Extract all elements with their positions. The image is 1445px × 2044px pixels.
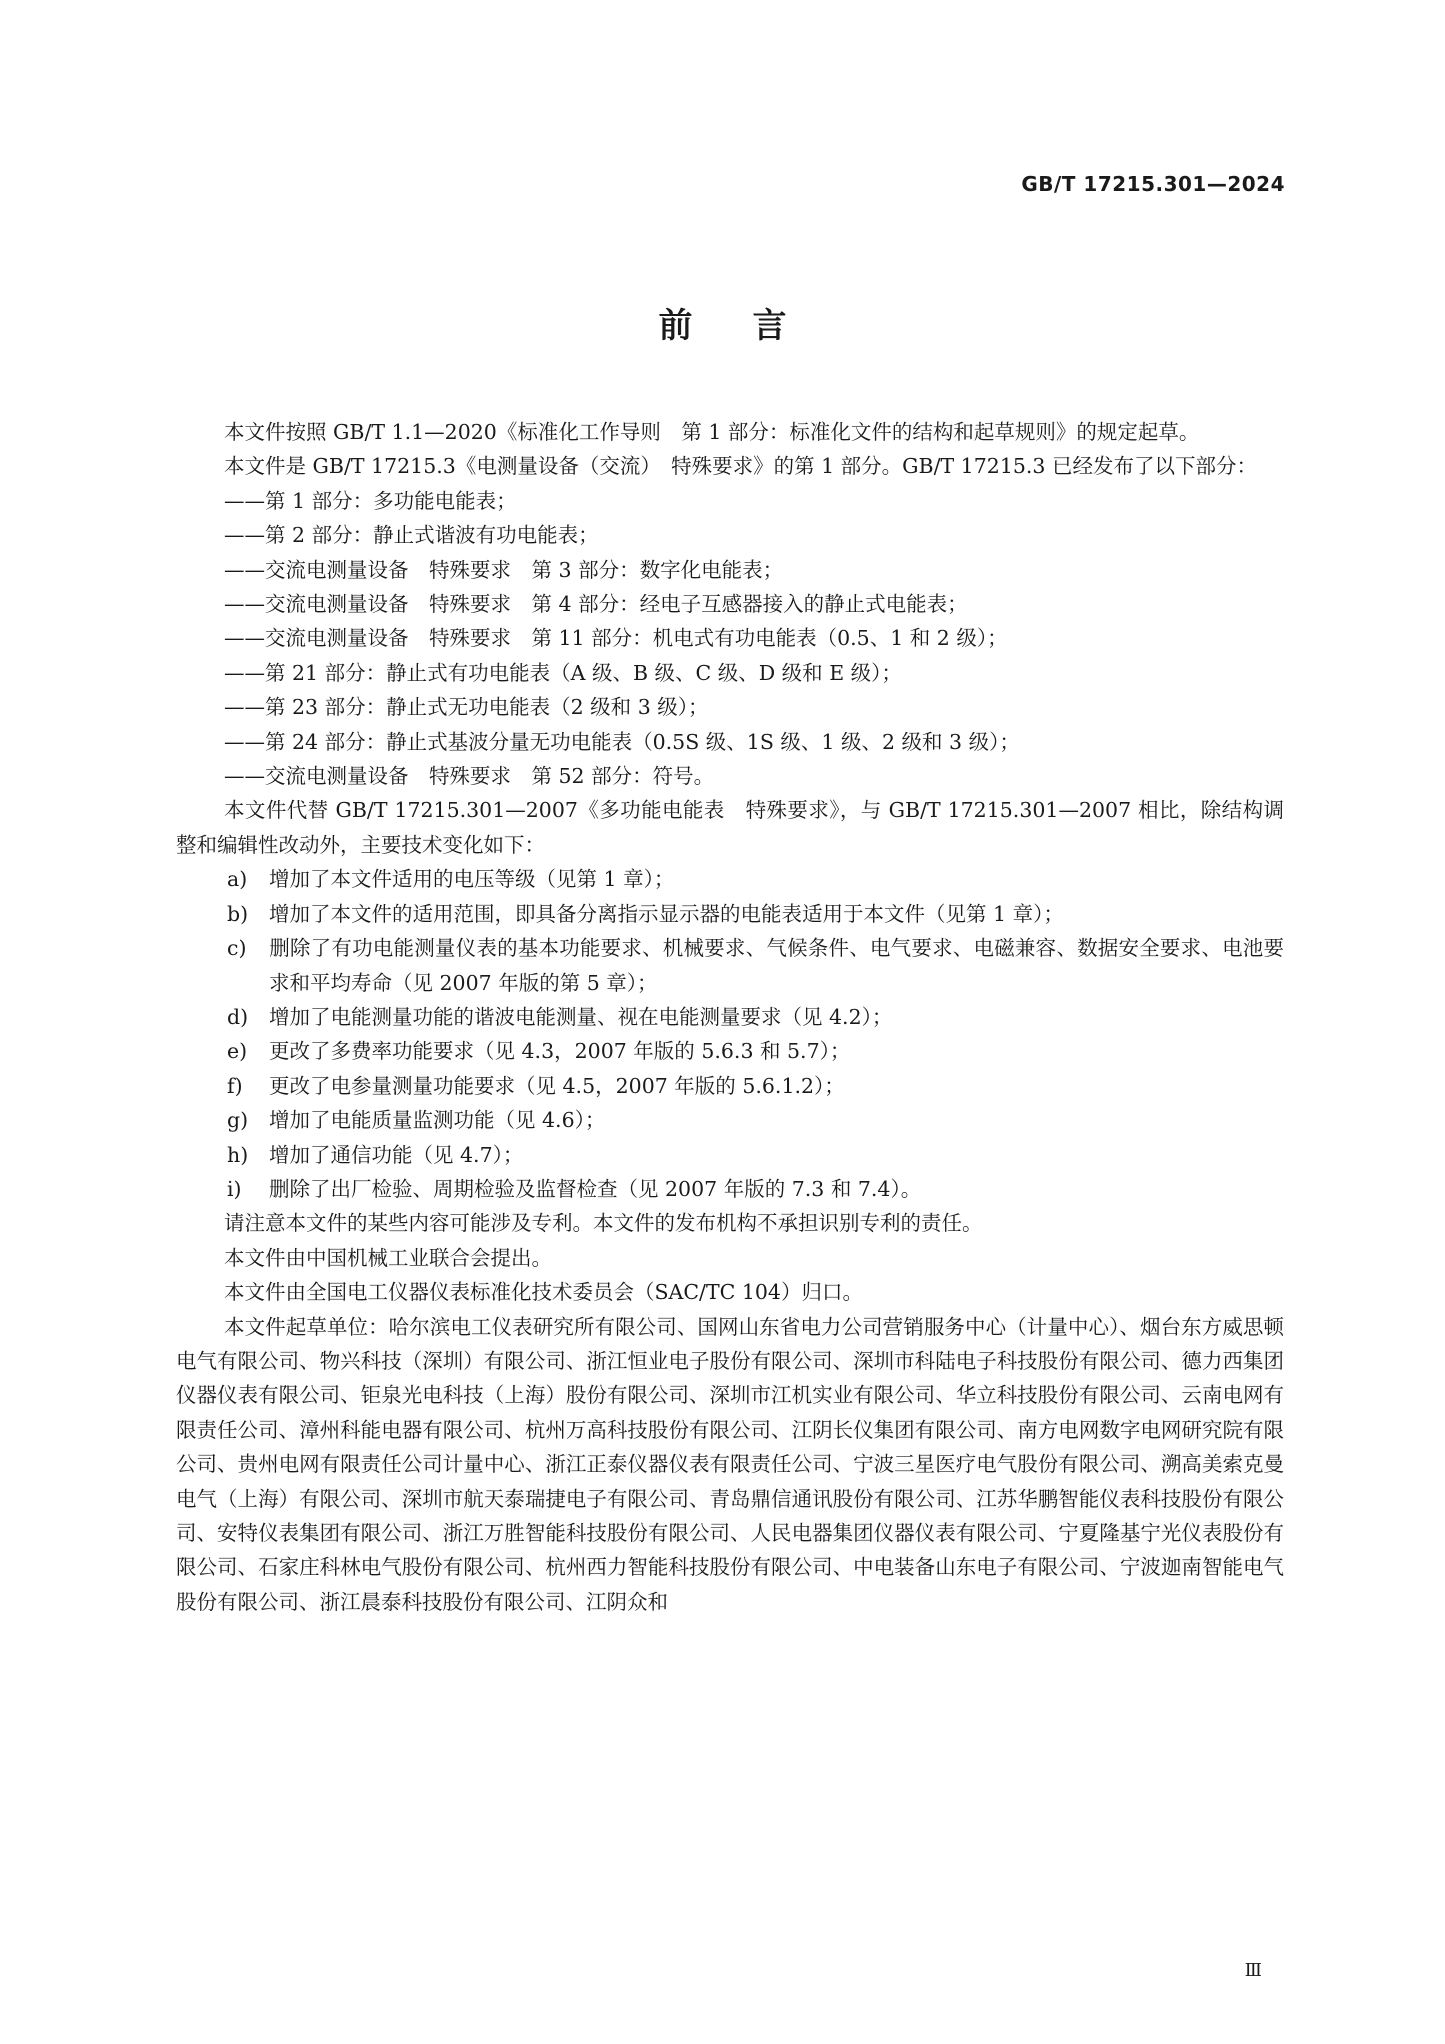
change-letter: d) [227, 1004, 249, 1029]
change-letter: i) [227, 1176, 242, 1201]
change-text: 更改了多费率功能要求（见 4.3，2007 年版的 5.6.3 和 5.7）； [269, 1039, 851, 1064]
paragraph-series-parts: 本文件是 GB/T 17215.3《电测量设备（交流） 特殊要求》的第 1 部分。GB/T 17215.3 已经发布了以下部分： [224, 454, 1257, 479]
change-letter: b) [227, 901, 249, 926]
page-number: Ⅲ [1244, 1960, 1262, 1981]
change-item [176, 1069, 1284, 1103]
part-list-item: ——第 23 部分：静止式无功电能表（2 级和 3 级）； [224, 695, 709, 720]
change-text: 增加了本文件适用的电压等级（见第 1 章）； [269, 867, 675, 892]
paragraph-replacement: 本文件代替 GB/T 17215.301—2007《多功能电能表 特殊要求》，与 GB/T 17215.301—2007 相比，除结构调整和编辑性改动外，主要技术变化如下： [176, 798, 1284, 857]
part-list-item: ——第 21 部分：静止式有功电能表（A 级、B 级、C 级、D 级和 E 级）； [224, 660, 902, 685]
part-list-item: ——第 24 部分：静止式基波分量无功电能表（0.5S 级、1S 级、1 级、2 级和 3 级）； [224, 729, 1020, 754]
change-letter: f) [227, 1073, 243, 1098]
change-item [176, 862, 1284, 896]
change-text: 增加了本文件的适用范围，即具备分离指示显示器的电能表适用于本文件（见第 1 章）； [269, 901, 1064, 926]
change-letter: c) [227, 936, 247, 961]
paragraph-technical-committee: 本文件由全国电工仪器仪表标准化技术委员会（SAC/TC 104）归口。 [224, 1280, 863, 1305]
document-body [176, 415, 1284, 1619]
change-text: 增加了通信功能（见 4.7）； [269, 1142, 524, 1167]
standard-code: GB/T 17215.301—2024 [1021, 172, 1285, 196]
part-list-item: ——交流电测量设备 特殊要求 第 52 部分：符号。 [224, 764, 715, 789]
change-item [176, 1172, 1284, 1206]
paragraph-proposer: 本文件由中国机械工业联合会提出。 [224, 1245, 552, 1270]
paragraph-drafting-rules: 本文件按照 GB/T 1.1—2020《标准化工作导则 第 1 部分：标准化文件的结构和起草规则》的规定起草。 [224, 420, 1200, 444]
part-list-item: ——第 2 部分：静止式谐波有功电能表； [224, 523, 599, 548]
change-text: 删除了出厂检验、周期检验及监督检查（见 2007 年版的 7.3 和 7.4）。 [269, 1176, 922, 1201]
change-letter: g) [227, 1108, 249, 1133]
change-letter: e) [227, 1039, 248, 1064]
paragraph-drafting-units: 本文件起草单位：哈尔滨电工仪表研究所有限公司、国网山东省电力公司营销服务中心（计量中心）、烟台东方威思顿电气有限公司、物兴科技（深圳）有限公司、浙江恒业电子股份有限公司、深圳市科陆电子科技股份有限公司、德力西集团仪器仪表有限公司、钜泉光电科技（上海）股份有限公司、深圳市江机实业有限公司、华立科技股份有限公司、云南电网有限责任公司、漳州科能电器有限公司、杭州万高科技股份有限公司、江阴长仪集团有限公司、南方电网数字电网研究院有限公司、贵州电网有限责任公司计量中心、浙江正泰仪器仪表有限责任公司、宁波三星医疗电气股份有限公司、溯高美索克曼电气（上海）有限公司、深圳市航天泰瑞捷电子有限公司、青岛鼎信通讯股份有限公司、江苏华鹏智能仪表科技股份有限公司、安特仪表集团有限公司、浙江万胜智能科技股份有限公司、人民电器集团仪器仪表有限公司、宁夏隆基宁光仪表股份有限公司、石家庄科林电气股份有限公司、杭州西力智能科技股份有限公司、中电装备山东电子有限公司、宁波迦南智能电气股份有限公司、浙江晨泰科技股份有限公司、江阴众和 [176, 1314, 1284, 1614]
change-letter: a) [227, 867, 248, 892]
page-title: 前言 [658, 306, 847, 346]
change-letter: h) [227, 1142, 249, 1167]
change-text: 增加了电能测量功能的谐波电能测量、视在电能测量要求（见 4.2）； [269, 1004, 893, 1029]
change-item [176, 1034, 1284, 1068]
part-list-item: ——交流电测量设备 特殊要求 第 4 部分：经电子互感器接入的静止式电能表； [224, 592, 968, 617]
change-text: 增加了电能质量监测功能（见 4.6）； [269, 1108, 606, 1133]
part-list-item: ——交流电测量设备 特殊要求 第 3 部分：数字化电能表； [224, 557, 784, 582]
change-item [176, 1138, 1284, 1172]
change-item [176, 931, 1284, 1000]
part-list-item: ——交流电测量设备 特殊要求 第 11 部分：机电式有功电能表（0.5、1 和 2 级）； [224, 626, 1008, 651]
part-list-item: ——第 1 部分：多功能电能表； [224, 488, 517, 513]
change-item [176, 1000, 1284, 1034]
paragraph-patent-notice: 请注意本文件的某些内容可能涉及专利。本文件的发布机构不承担识别专利的责任。 [224, 1211, 983, 1236]
change-item [176, 897, 1284, 931]
change-text: 删除了有功电能测量仪表的基本功能要求、机械要求、气候条件、电气要求、电磁兼容、数据安全要求、电池要求和平均寿命（见 2007 年版的第 5 章）； [269, 936, 1284, 995]
change-item [176, 1103, 1284, 1137]
change-text: 更改了电参量测量功能要求（见 4.5，2007 年版的 5.6.1.2）； [269, 1073, 845, 1098]
